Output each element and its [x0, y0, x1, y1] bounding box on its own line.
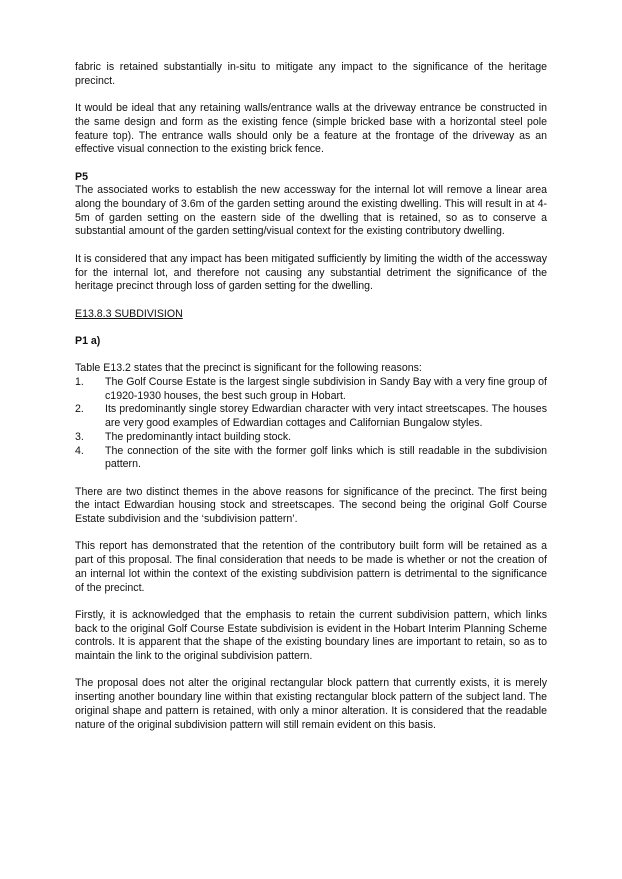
reasons-list	[75, 376, 547, 472]
list-item	[75, 445, 547, 472]
paragraph-table-reasons: Table E13.2 states that the precinct is significant for the following reasons:	[75, 362, 422, 375]
list-item-text: Its predominantly single storey Edwardian character with very intact streetscapes. The houses are very good examples of Edwardian cottages and Californian Bungalow styles.	[105, 403, 547, 430]
paragraph-accessway: The associated works to establish the new accessway for the internal lot will remove a linear area along the boundary of 3.6m of the garden setting around the existing dwelling. This will result in at 4-5m of garden setting on the eastern side of the dwelling that is retained, so as to conserve a substantial amount of the garden setting/visual context for the existing contributory dwelling.	[75, 184, 547, 238]
list-item-number: 1.	[75, 376, 84, 389]
heading-p1a: P1 a)	[75, 334, 101, 347]
paragraph-proposal: The proposal does not alter the original rectangular block pattern that currently exists, it is merely inserting another boundary line within that existing rectangular block pattern of the subject land. The original shape and pattern is retained, with only a minor alteration. It is considered that the readable nature of the original subdivision pattern will still remain evident on this basis.	[75, 677, 547, 731]
paragraph-heritage-fabric: fabric is retained substantially in-situ to mitigate any impact to the significance of the heritage precinct.	[75, 61, 547, 87]
list-item-number: 2.	[75, 403, 84, 416]
page-content	[75, 61, 547, 746]
paragraph-two-themes: There are two distinct themes in the above reasons for significance of the precinct. The first being the intact Edwardian housing stock and streetscapes. The second being the original Golf Course Estate subdivision and the ‘subdivision pattern’.	[75, 485, 547, 526]
list-item-number: 4.	[75, 444, 84, 457]
paragraph-entrance-walls: It would be ideal that any retaining walls/entrance walls at the driveway entrance be constructed in the same design and form as the existing fence (simple bricked base with a horizontal steel pole feature top). The entrance walls should only be a feature at the frontage of the driveway as an effective visual connection to the existing brick fence.	[75, 102, 547, 156]
list-item	[75, 431, 547, 445]
section-heading-subdivision: E13.8.3 SUBDIVISION	[75, 307, 183, 320]
heading-p5: P5	[75, 170, 88, 183]
list-item	[75, 403, 547, 430]
list-item	[75, 376, 547, 403]
paragraph-subdivision-pattern: Firstly, it is acknowledged that the emphasis to retain the current subdivision pattern, which links back to the original Golf Course Estate subdivision is evident in the Hobart Interim Planning Scheme controls. It is apparent that the shape of the existing boundary lines are important to retain, so as to maintain the link to the original subdivision pattern.	[75, 608, 547, 663]
list-item-text: The Golf Course Estate is the largest single subdivision in Sandy Bay with a very fine group of c1920-1930 houses, the best such group in Hobart.	[105, 376, 547, 402]
list-item-text: The connection of the site with the former golf links which is still readable in the subdivision pattern.	[105, 444, 547, 471]
list-item-text: The predominantly intact building stock.	[105, 430, 292, 443]
paragraph-impact-mitigated: It is considered that any impact has been mitigated sufficiently by limiting the width of the accessway for the internal lot, and therefore not causing any substantial detriment the significance of the heritage precinct through loss of garden setting for the dwelling.	[75, 252, 547, 293]
paragraph-retention: This report has demonstrated that the retention of the contributory built form will be retained as a part of this proposal. The final consideration that needs to be made is whether or not the creation of an internal lot within the context of the existing subdivision pattern is detrimental to the significance of the precinct.	[75, 540, 547, 594]
list-item-number: 3.	[75, 430, 84, 443]
